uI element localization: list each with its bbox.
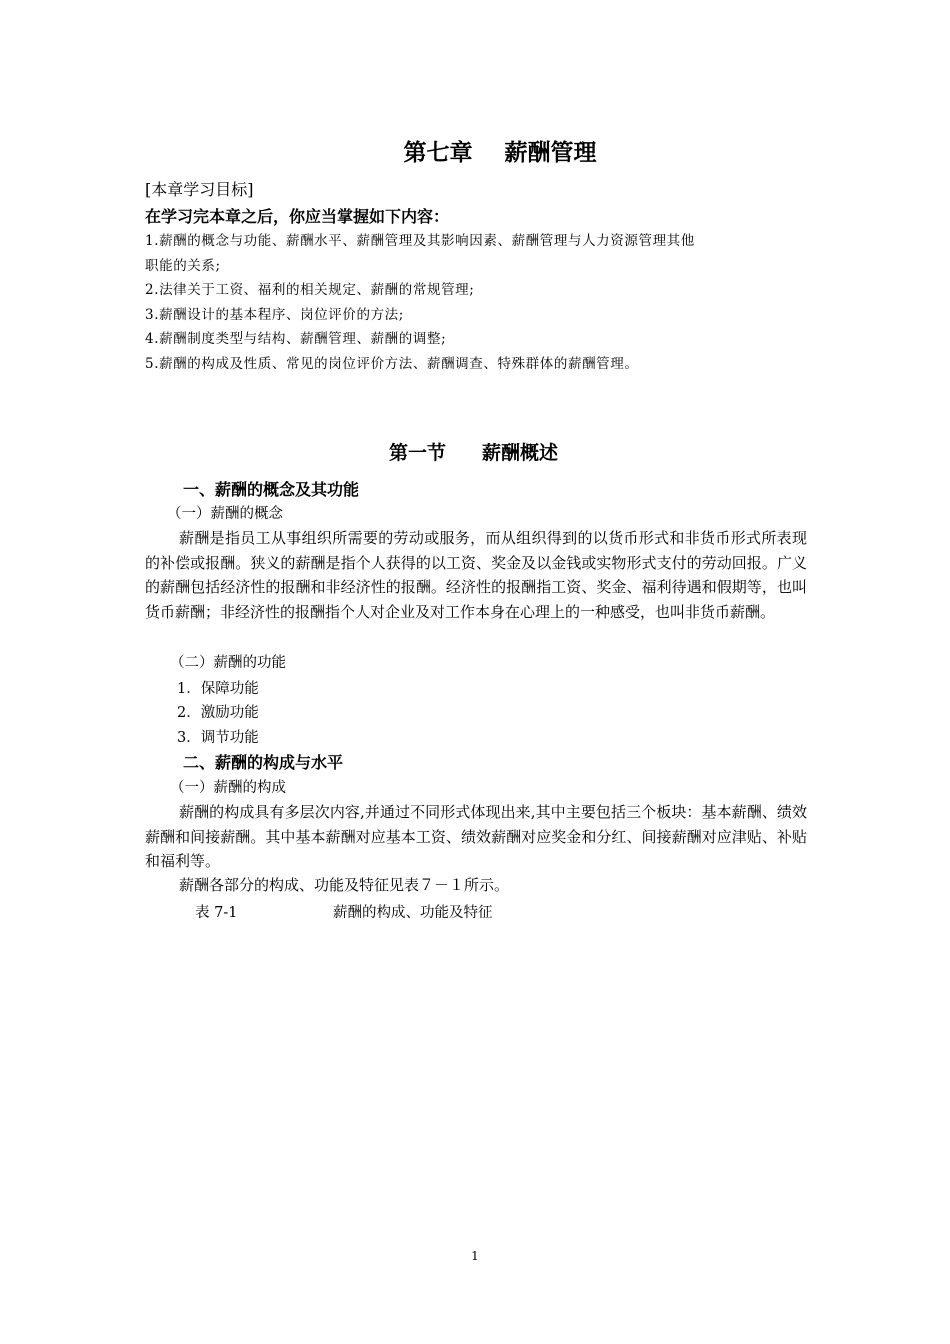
part-2-sub-1: （一）薪酬的构成 <box>170 780 286 796</box>
goal-item-1-line-1: 1.薪酬的概念与功能、薪酬水平、薪酬管理及其影响因素、薪酬管理与人力资源管理其他 <box>145 233 695 249</box>
chapter-title <box>0 134 950 167</box>
part-1-sub-1: （一）薪酬的概念 <box>167 506 283 522</box>
section-title <box>0 438 947 465</box>
goals-heading: [本章学习目标] <box>145 180 254 199</box>
section-name: 薪酬概述 <box>482 442 559 464</box>
goal-item-3: 3.薪酬设计的基本程序、岗位评价的方法; <box>145 307 404 323</box>
chapter-number: 第七章 <box>403 140 473 166</box>
section-number: 第一节 <box>388 442 446 464</box>
part-1-sub-2: （二）薪酬的功能 <box>170 655 286 671</box>
part-2-heading: 二、薪酬的构成与水平 <box>183 753 344 772</box>
part-1-paragraph: 薪酬是指员工从事组织所需要的劳动或服务，而从组织得到的以货币形式和非货币形式所表现的补偿或报酬。狭义的薪酬是指个人获得的以工资、奖金及以金钱或实物形式支付的劳动回报。广义的薪酬包括经济性的报酬和非经济性的报酬。经济性的报酬指工资、奖金、福利待遇和假期等，也叫货币薪酬；非经济性的报酬指个人对企业及对工作本身在心理上的一种感受，也叫非货币薪酬。 <box>145 529 807 621</box>
function-item-3: 3．调节功能 <box>177 730 259 746</box>
goals-intro: 在学习完本章之后，你应当掌握如下内容： <box>145 207 450 226</box>
part-2-paragraph-2: 薪酬各部分的构成、功能及特征见表７－１所示。 <box>179 876 510 894</box>
function-item-2: 2．激励功能 <box>177 705 259 721</box>
chapter-name: 薪酬管理 <box>504 140 597 166</box>
goal-item-4: 4.薪酬制度类型与结构、薪酬管理、薪酬的调整; <box>145 331 447 347</box>
goal-item-1-line-2: 职能的关系; <box>145 258 221 274</box>
goal-item-2: 2.法律关于工资、福利的相关规定、薪酬的常规管理; <box>145 282 475 298</box>
page-number: 1 <box>471 1249 479 1263</box>
part-1-heading: 一、薪酬的概念及其功能 <box>183 480 360 499</box>
table-title: 薪酬的构成、功能及特征 <box>333 905 493 921</box>
goal-item-5: 5.薪酬的构成及性质、常见的岗位评价方法、薪酬调查、特殊群体的薪酬管理。 <box>145 356 639 372</box>
table-label: 表 7-1 <box>195 905 238 921</box>
part-2-paragraph-1: 薪酬的构成具有多层次内容,并通过不同形式体现出来,其中主要包括三个板块：基本薪酬、绩效薪酬和间接薪酬。其中基本薪酬对应基本工资、绩效薪酬对应奖金和分红、间接薪酬对应津贴、补贴和福利等。 <box>145 803 807 870</box>
function-item-1: 1．保障功能 <box>177 681 259 697</box>
